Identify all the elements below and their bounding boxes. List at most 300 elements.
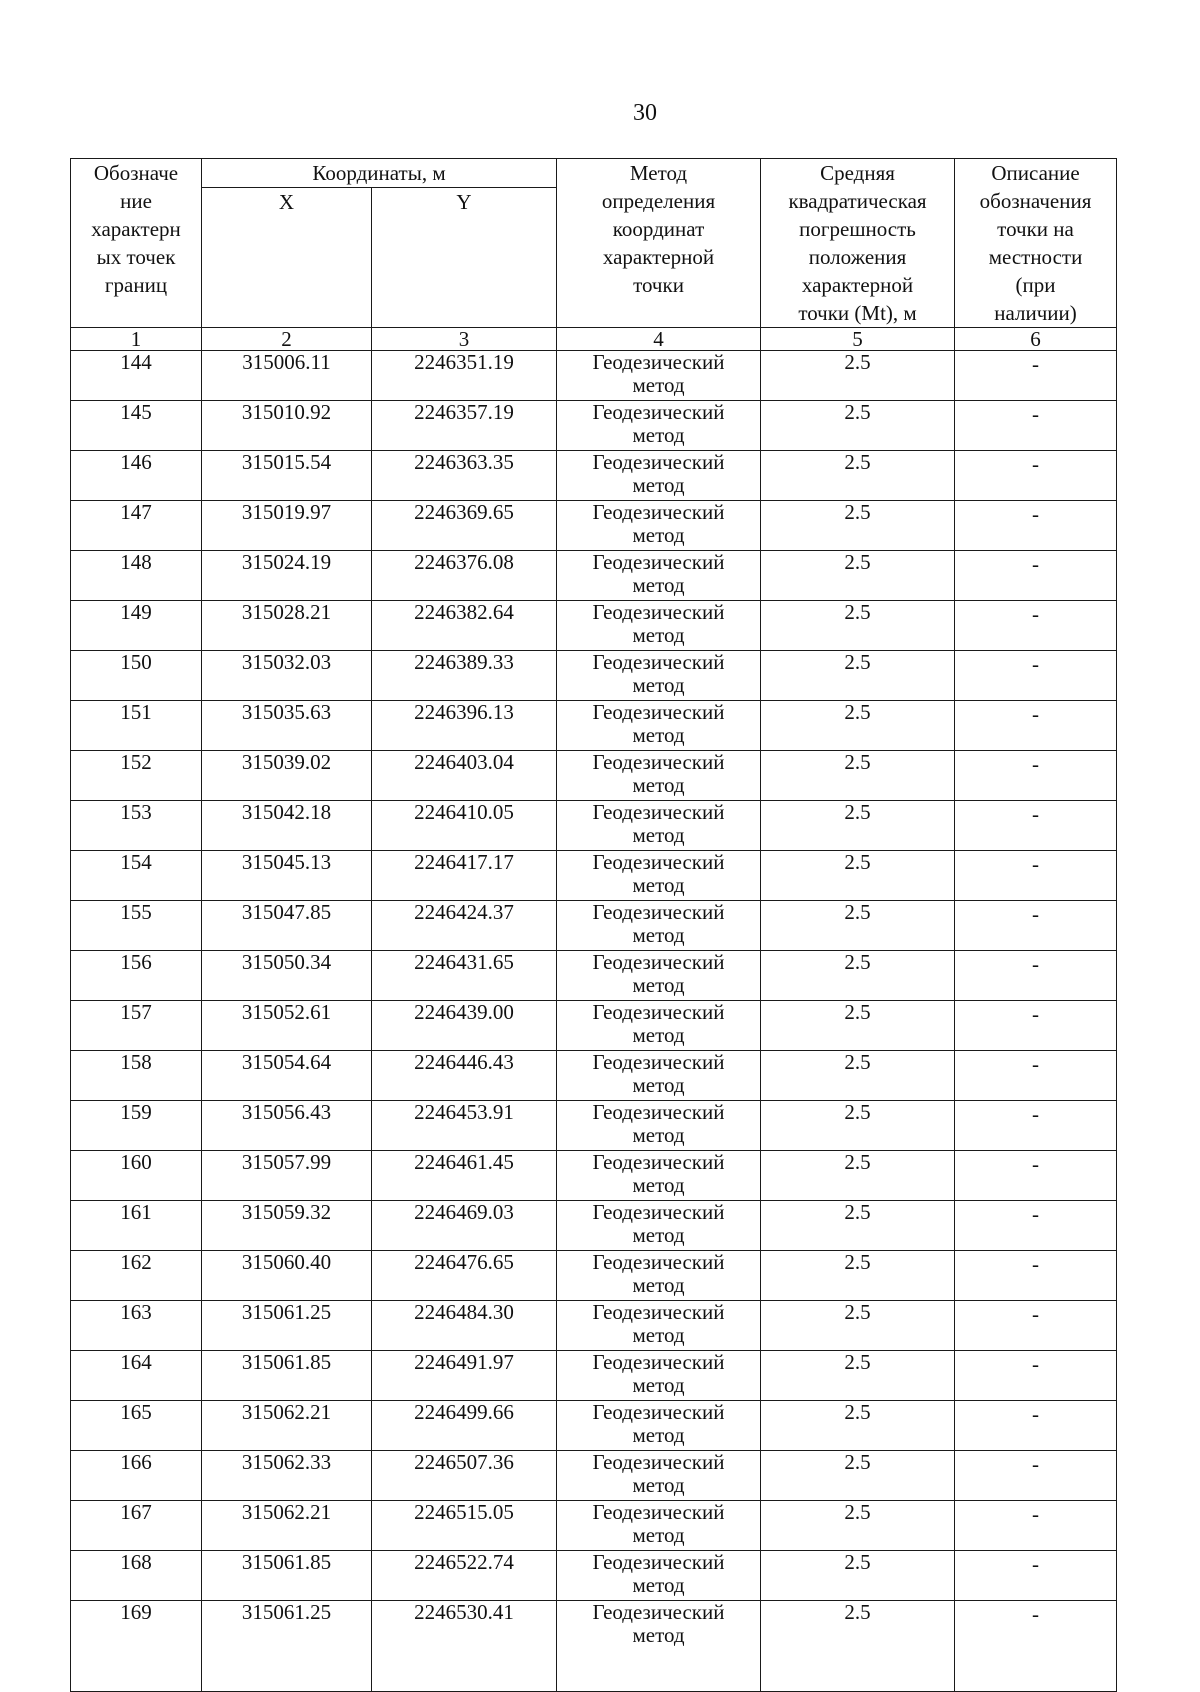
point-number-cell-text: 159 bbox=[120, 1100, 152, 1124]
table-row bbox=[71, 501, 1117, 551]
method-cell-text: метод bbox=[632, 1023, 685, 1047]
y-coordinate-cell bbox=[372, 1101, 557, 1151]
y-coordinate-cell-text: 2246357.19 bbox=[414, 400, 514, 424]
x-coordinate-cell-text: 315061.85 bbox=[241, 1550, 332, 1574]
y-coordinate-cell bbox=[372, 751, 557, 801]
description-cell bbox=[955, 701, 1117, 751]
header-x: X bbox=[202, 188, 372, 328]
header-y: Y bbox=[372, 188, 557, 328]
error-cell-text: 2.5 bbox=[844, 1600, 871, 1624]
point-number-cell-text: 146 bbox=[120, 450, 152, 474]
point-number-cell-text: 154 bbox=[120, 850, 152, 874]
method-cell-text: метод bbox=[632, 573, 685, 597]
point-number-cell bbox=[71, 351, 202, 401]
table-row bbox=[71, 351, 1117, 401]
method-cell-text: метод bbox=[632, 1123, 685, 1147]
header-coordinates: Координаты, м bbox=[202, 159, 557, 188]
y-coordinate-cell bbox=[372, 1251, 557, 1301]
table-row bbox=[71, 1001, 1117, 1051]
method-cell bbox=[557, 601, 761, 651]
error-cell-text: 2.5 bbox=[844, 850, 871, 874]
error-cell bbox=[761, 1251, 955, 1301]
error-cell-text: 2.5 bbox=[844, 1150, 871, 1174]
x-coordinate-cell bbox=[202, 1451, 372, 1501]
column-number: 2 bbox=[202, 328, 372, 351]
error-cell bbox=[761, 401, 955, 451]
x-coordinate-cell bbox=[202, 1001, 372, 1051]
table-row bbox=[71, 551, 1117, 601]
method-cell-text: метод bbox=[632, 623, 685, 647]
error-cell-text: 2.5 bbox=[844, 1450, 871, 1474]
description-cell-text: - bbox=[1032, 1252, 1040, 1276]
method-cell bbox=[557, 1501, 761, 1551]
x-coordinate-cell bbox=[202, 701, 372, 751]
point-number-cell bbox=[71, 901, 202, 951]
point-number-cell bbox=[71, 551, 202, 601]
error-cell bbox=[761, 351, 955, 401]
error-cell bbox=[761, 501, 955, 551]
table-row bbox=[71, 451, 1117, 501]
x-coordinate-cell bbox=[202, 1201, 372, 1251]
method-cell-text: метод bbox=[632, 773, 685, 797]
method-cell bbox=[557, 801, 761, 851]
error-cell-text: 2.5 bbox=[844, 1100, 871, 1124]
description-cell bbox=[955, 451, 1117, 501]
description-cell bbox=[955, 1201, 1117, 1251]
method-cell-text: метод bbox=[632, 723, 685, 747]
point-number-cell bbox=[71, 1601, 202, 1692]
method-cell-text: метод bbox=[632, 673, 685, 697]
method-cell-text: Геодезический bbox=[592, 1550, 725, 1574]
method-cell bbox=[557, 1151, 761, 1201]
y-coordinate-cell-text: 2246530.41 bbox=[414, 1600, 514, 1624]
point-number-cell bbox=[71, 1001, 202, 1051]
y-coordinate-cell bbox=[372, 351, 557, 401]
point-number-cell-text: 160 bbox=[120, 1150, 152, 1174]
x-coordinate-cell-text: 315024.19 bbox=[241, 550, 332, 574]
error-cell bbox=[761, 951, 955, 1001]
point-number-cell-text: 157 bbox=[120, 1000, 152, 1024]
point-number-cell bbox=[71, 1301, 202, 1351]
x-coordinate-cell bbox=[202, 651, 372, 701]
error-cell-text: 2.5 bbox=[844, 950, 871, 974]
point-number-cell bbox=[71, 1551, 202, 1601]
header-designation: Обозначе ние характерн ых точек границ bbox=[71, 159, 202, 328]
method-cell bbox=[557, 1251, 761, 1301]
description-cell bbox=[955, 801, 1117, 851]
x-coordinate-cell-text: 315054.64 bbox=[241, 1050, 332, 1074]
description-cell bbox=[955, 1301, 1117, 1351]
method-cell-text: метод bbox=[632, 473, 685, 497]
x-coordinate-cell bbox=[202, 1551, 372, 1601]
y-coordinate-cell-text: 2246522.74 bbox=[414, 1550, 514, 1574]
method-cell-text: метод bbox=[632, 373, 685, 397]
error-cell bbox=[761, 551, 955, 601]
y-coordinate-cell-text: 2246469.03 bbox=[414, 1200, 514, 1224]
point-number-cell bbox=[71, 751, 202, 801]
method-cell-text: метод bbox=[632, 523, 685, 547]
point-number-cell bbox=[71, 951, 202, 1001]
method-cell-text: метод bbox=[632, 1173, 685, 1197]
error-cell-text: 2.5 bbox=[844, 900, 871, 924]
error-cell bbox=[761, 1551, 955, 1601]
description-cell-text: - bbox=[1032, 902, 1040, 926]
error-cell-text: 2.5 bbox=[844, 1250, 871, 1274]
method-cell bbox=[557, 951, 761, 1001]
x-coordinate-cell bbox=[202, 1301, 372, 1351]
description-cell-text: - bbox=[1032, 652, 1040, 676]
y-coordinate-cell bbox=[372, 1151, 557, 1201]
method-cell-text: Геодезический bbox=[592, 1400, 725, 1424]
method-cell bbox=[557, 1051, 761, 1101]
point-number-cell bbox=[71, 651, 202, 701]
method-cell bbox=[557, 351, 761, 401]
description-cell-text: - bbox=[1032, 602, 1040, 626]
description-cell bbox=[955, 1251, 1117, 1301]
method-cell bbox=[557, 401, 761, 451]
y-coordinate-cell-text: 2246499.66 bbox=[414, 1400, 514, 1424]
description-cell bbox=[955, 651, 1117, 701]
y-coordinate-cell-text: 2246515.05 bbox=[414, 1500, 514, 1524]
description-cell-text: - bbox=[1032, 1552, 1040, 1576]
error-cell bbox=[761, 1451, 955, 1501]
table-body bbox=[71, 351, 1117, 1692]
y-coordinate-cell-text: 2246453.91 bbox=[414, 1100, 514, 1124]
x-coordinate-cell bbox=[202, 401, 372, 451]
method-cell-text: метод bbox=[632, 1223, 685, 1247]
description-cell-text: - bbox=[1032, 1002, 1040, 1026]
description-cell bbox=[955, 751, 1117, 801]
x-coordinate-cell-text: 315062.21 bbox=[241, 1500, 332, 1524]
method-cell-text: Геодезический bbox=[592, 850, 725, 874]
error-cell bbox=[761, 1001, 955, 1051]
description-cell-text: - bbox=[1032, 702, 1040, 726]
method-cell bbox=[557, 1001, 761, 1051]
point-number-cell-text: 167 bbox=[120, 1500, 152, 1524]
column-number-row bbox=[71, 328, 1117, 351]
table-row bbox=[71, 1101, 1117, 1151]
x-coordinate-cell-text: 315061.85 bbox=[241, 1350, 332, 1374]
y-coordinate-cell-text: 2246389.33 bbox=[414, 650, 514, 674]
method-cell-text: Геодезический bbox=[592, 550, 725, 574]
description-cell-text: - bbox=[1032, 352, 1040, 376]
point-number-cell bbox=[71, 501, 202, 551]
point-number-cell-text: 148 bbox=[120, 550, 152, 574]
method-cell-text: метод bbox=[632, 823, 685, 847]
y-coordinate-cell bbox=[372, 651, 557, 701]
table-row bbox=[71, 1201, 1117, 1251]
y-coordinate-cell bbox=[372, 1051, 557, 1101]
y-coordinate-cell bbox=[372, 1601, 557, 1692]
x-coordinate-cell-text: 315028.21 bbox=[241, 600, 332, 624]
error-cell bbox=[761, 1351, 955, 1401]
table-row bbox=[71, 901, 1117, 951]
point-number-cell bbox=[71, 851, 202, 901]
method-cell bbox=[557, 1201, 761, 1251]
table-row bbox=[71, 1601, 1117, 1692]
method-cell-text: Геодезический bbox=[592, 900, 725, 924]
point-number-cell bbox=[71, 601, 202, 651]
y-coordinate-cell-text: 2246491.97 bbox=[414, 1350, 514, 1374]
point-number-cell bbox=[71, 1351, 202, 1401]
table-row bbox=[71, 401, 1117, 451]
method-cell-text: Геодезический bbox=[592, 350, 725, 374]
y-coordinate-cell bbox=[372, 701, 557, 751]
y-coordinate-cell bbox=[372, 1351, 557, 1401]
y-coordinate-cell-text: 2246484.30 bbox=[414, 1300, 514, 1324]
point-number-cell-text: 145 bbox=[120, 400, 152, 424]
y-coordinate-cell bbox=[372, 901, 557, 951]
table-row bbox=[71, 701, 1117, 751]
y-coordinate-cell-text: 2246382.64 bbox=[414, 600, 514, 624]
description-cell-text: - bbox=[1032, 802, 1040, 826]
description-cell bbox=[955, 901, 1117, 951]
x-coordinate-cell-text: 315061.25 bbox=[241, 1600, 332, 1624]
method-cell-text: Геодезический bbox=[592, 500, 725, 524]
point-number-cell bbox=[71, 1251, 202, 1301]
y-coordinate-cell-text: 2246410.05 bbox=[414, 800, 514, 824]
y-coordinate-cell-text: 2246476.65 bbox=[414, 1250, 514, 1274]
point-number-cell-text: 164 bbox=[120, 1350, 152, 1374]
point-number-cell bbox=[71, 801, 202, 851]
y-coordinate-cell bbox=[372, 1551, 557, 1601]
x-coordinate-cell bbox=[202, 901, 372, 951]
x-coordinate-cell bbox=[202, 601, 372, 651]
description-cell-text: - bbox=[1032, 852, 1040, 876]
method-cell bbox=[557, 1101, 761, 1151]
point-number-cell-text: 156 bbox=[120, 950, 152, 974]
description-cell-text: - bbox=[1032, 502, 1040, 526]
x-coordinate-cell bbox=[202, 1101, 372, 1151]
x-coordinate-cell-text: 315057.99 bbox=[241, 1150, 332, 1174]
description-cell-text: - bbox=[1032, 1102, 1040, 1126]
error-cell bbox=[761, 1151, 955, 1201]
column-number: 6 bbox=[955, 328, 1117, 351]
point-number-cell-text: 162 bbox=[120, 1250, 152, 1274]
method-cell-text: Геодезический bbox=[592, 1450, 725, 1474]
y-coordinate-cell bbox=[372, 551, 557, 601]
method-cell-text: метод bbox=[632, 873, 685, 897]
error-cell bbox=[761, 1301, 955, 1351]
x-coordinate-cell-text: 315059.32 bbox=[241, 1200, 332, 1224]
method-cell-text: метод bbox=[632, 1523, 685, 1547]
method-cell-text: метод bbox=[632, 1073, 685, 1097]
method-cell-text: Геодезический bbox=[592, 1050, 725, 1074]
method-cell bbox=[557, 451, 761, 501]
y-coordinate-cell-text: 2246446.43 bbox=[414, 1050, 514, 1074]
y-coordinate-cell-text: 2246369.65 bbox=[414, 500, 514, 524]
x-coordinate-cell bbox=[202, 1351, 372, 1401]
error-cell bbox=[761, 1501, 955, 1551]
method-cell bbox=[557, 1451, 761, 1501]
method-cell-text: Геодезический bbox=[592, 1100, 725, 1124]
point-number-cell bbox=[71, 401, 202, 451]
description-cell bbox=[955, 1401, 1117, 1451]
method-cell bbox=[557, 901, 761, 951]
description-cell-text: - bbox=[1032, 1052, 1040, 1076]
x-coordinate-cell-text: 315015.54 bbox=[241, 450, 332, 474]
x-coordinate-cell bbox=[202, 801, 372, 851]
y-coordinate-cell bbox=[372, 1301, 557, 1351]
column-number: 3 bbox=[372, 328, 557, 351]
method-cell bbox=[557, 1351, 761, 1401]
y-coordinate-cell-text: 2246396.13 bbox=[414, 700, 514, 724]
method-cell-text: метод bbox=[632, 1423, 685, 1447]
method-cell bbox=[557, 1401, 761, 1451]
error-cell-text: 2.5 bbox=[844, 700, 871, 724]
description-cell bbox=[955, 401, 1117, 451]
error-cell-text: 2.5 bbox=[844, 750, 871, 774]
description-cell-text: - bbox=[1032, 1402, 1040, 1426]
y-coordinate-cell bbox=[372, 401, 557, 451]
description-cell-text: - bbox=[1032, 1452, 1040, 1476]
error-cell-text: 2.5 bbox=[844, 600, 871, 624]
table-row bbox=[71, 1051, 1117, 1101]
error-cell-text: 2.5 bbox=[844, 1050, 871, 1074]
x-coordinate-cell bbox=[202, 1251, 372, 1301]
y-coordinate-cell-text: 2246424.37 bbox=[414, 900, 514, 924]
x-coordinate-cell bbox=[202, 1401, 372, 1451]
x-coordinate-cell bbox=[202, 1501, 372, 1551]
point-number-cell-text: 161 bbox=[120, 1200, 152, 1224]
description-cell-text: - bbox=[1032, 1502, 1040, 1526]
y-coordinate-cell bbox=[372, 1501, 557, 1551]
method-cell-text: метод bbox=[632, 923, 685, 947]
x-coordinate-cell-text: 315032.03 bbox=[241, 650, 332, 674]
table-row bbox=[71, 601, 1117, 651]
error-cell bbox=[761, 1201, 955, 1251]
error-cell bbox=[761, 651, 955, 701]
error-cell-text: 2.5 bbox=[844, 500, 871, 524]
description-cell bbox=[955, 1601, 1117, 1692]
y-coordinate-cell-text: 2246417.17 bbox=[414, 850, 514, 874]
description-cell bbox=[955, 1151, 1117, 1201]
table-row bbox=[71, 1401, 1117, 1451]
y-coordinate-cell bbox=[372, 451, 557, 501]
point-number-cell-text: 158 bbox=[120, 1050, 152, 1074]
method-cell-text: Геодезический bbox=[592, 1350, 725, 1374]
x-coordinate-cell-text: 315035.63 bbox=[241, 700, 332, 724]
description-cell-text: - bbox=[1032, 1302, 1040, 1326]
x-coordinate-cell-text: 315039.02 bbox=[241, 750, 332, 774]
point-number-cell bbox=[71, 1501, 202, 1551]
x-coordinate-cell-text: 315061.25 bbox=[241, 1300, 332, 1324]
table-row bbox=[71, 1151, 1117, 1201]
description-cell-text: - bbox=[1032, 1152, 1040, 1176]
x-coordinate-cell bbox=[202, 1151, 372, 1201]
description-cell bbox=[955, 1001, 1117, 1051]
y-coordinate-cell bbox=[372, 801, 557, 851]
method-cell-text: Геодезический bbox=[592, 1600, 725, 1624]
table-row bbox=[71, 651, 1117, 701]
error-cell-text: 2.5 bbox=[844, 1550, 871, 1574]
table-row bbox=[71, 751, 1117, 801]
method-cell-text: Геодезический bbox=[592, 950, 725, 974]
point-number-cell-text: 147 bbox=[120, 500, 152, 524]
table-row bbox=[71, 1251, 1117, 1301]
point-number-cell bbox=[71, 1451, 202, 1501]
y-coordinate-cell bbox=[372, 1001, 557, 1051]
x-coordinate-cell-text: 315045.13 bbox=[241, 850, 332, 874]
method-cell-text: Геодезический bbox=[592, 1500, 725, 1524]
error-cell-text: 2.5 bbox=[844, 400, 871, 424]
error-cell bbox=[761, 1101, 955, 1151]
table-row bbox=[71, 1551, 1117, 1601]
description-cell bbox=[955, 1551, 1117, 1601]
description-cell bbox=[955, 1101, 1117, 1151]
error-cell bbox=[761, 851, 955, 901]
y-coordinate-cell bbox=[372, 1201, 557, 1251]
x-coordinate-cell-text: 315006.11 bbox=[242, 350, 331, 374]
point-number-cell-text: 168 bbox=[120, 1550, 152, 1574]
description-cell-text: - bbox=[1032, 1352, 1040, 1376]
method-cell bbox=[557, 1601, 761, 1692]
header-method: Метод определения координат характерной точки bbox=[557, 159, 761, 328]
x-coordinate-cell-text: 315052.61 bbox=[241, 1000, 332, 1024]
y-coordinate-cell-text: 2246461.45 bbox=[414, 1150, 514, 1174]
column-number: 1 bbox=[71, 328, 202, 351]
description-cell bbox=[955, 1351, 1117, 1401]
error-cell-text: 2.5 bbox=[844, 1350, 871, 1374]
method-cell-text: Геодезический bbox=[592, 650, 725, 674]
error-cell bbox=[761, 601, 955, 651]
point-number-cell bbox=[71, 1151, 202, 1201]
table-row bbox=[71, 801, 1117, 851]
point-number-cell bbox=[71, 451, 202, 501]
x-coordinate-cell-text: 315062.33 bbox=[241, 1450, 332, 1474]
point-number-cell-text: 152 bbox=[120, 750, 152, 774]
method-cell-text: Геодезический bbox=[592, 700, 725, 724]
point-number-cell bbox=[71, 1051, 202, 1101]
description-cell bbox=[955, 1501, 1117, 1551]
error-cell bbox=[761, 1401, 955, 1451]
table-row bbox=[71, 1351, 1117, 1401]
error-cell-text: 2.5 bbox=[844, 1000, 871, 1024]
x-coordinate-cell bbox=[202, 1601, 372, 1692]
error-cell bbox=[761, 1051, 955, 1101]
y-coordinate-cell bbox=[372, 1401, 557, 1451]
error-cell bbox=[761, 451, 955, 501]
x-coordinate-cell bbox=[202, 551, 372, 601]
x-coordinate-cell-text: 315047.85 bbox=[241, 900, 332, 924]
error-cell-text: 2.5 bbox=[844, 800, 871, 824]
point-number-cell bbox=[71, 701, 202, 751]
x-coordinate-cell-text: 315010.92 bbox=[241, 400, 332, 424]
error-cell-text: 2.5 bbox=[844, 450, 871, 474]
method-cell-text: метод bbox=[632, 1373, 685, 1397]
method-cell-text: Геодезический bbox=[592, 450, 725, 474]
method-cell bbox=[557, 1301, 761, 1351]
description-cell bbox=[955, 601, 1117, 651]
table-row bbox=[71, 1451, 1117, 1501]
x-coordinate-cell-text: 315050.34 bbox=[241, 950, 332, 974]
method-cell bbox=[557, 851, 761, 901]
y-coordinate-cell-text: 2246363.35 bbox=[414, 450, 514, 474]
y-coordinate-cell-text: 2246403.04 bbox=[414, 750, 514, 774]
method-cell-text: метод bbox=[632, 1623, 685, 1647]
error-cell-text: 2.5 bbox=[844, 1400, 871, 1424]
y-coordinate-cell-text: 2246507.36 bbox=[414, 1450, 514, 1474]
description-cell-text: - bbox=[1032, 1602, 1040, 1626]
y-coordinate-cell-text: 2246431.65 bbox=[414, 950, 514, 974]
point-number-cell-text: 163 bbox=[120, 1300, 152, 1324]
method-cell bbox=[557, 751, 761, 801]
point-number-cell-text: 150 bbox=[120, 650, 152, 674]
x-coordinate-cell bbox=[202, 751, 372, 801]
description-cell bbox=[955, 851, 1117, 901]
y-coordinate-cell bbox=[372, 601, 557, 651]
method-cell-text: метод bbox=[632, 423, 685, 447]
